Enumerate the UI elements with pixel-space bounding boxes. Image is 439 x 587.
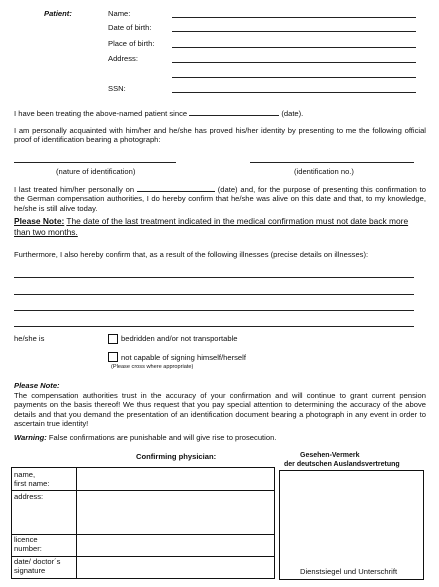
please-note-inline-label: Please Note: <box>14 216 65 226</box>
condition-label: he/she is <box>14 334 45 343</box>
physician-signature-field[interactable] <box>78 557 272 577</box>
note-heading: Please Note: <box>14 381 60 390</box>
address-field-1[interactable] <box>172 62 416 63</box>
treating-since-text <box>14 108 424 118</box>
patient-heading: Patient: <box>44 9 72 18</box>
illness-line-4[interactable] <box>14 326 414 327</box>
address-field-2[interactable] <box>172 77 416 78</box>
physician-licence-field[interactable] <box>78 535 272 555</box>
pob-field[interactable] <box>172 47 416 48</box>
physician-address-field[interactable] <box>78 491 272 533</box>
furthermore-text: Furthermore, I also hereby confirm that, as a result of the following illnesses (precise details on illnesses): <box>14 250 369 259</box>
physician-name-label: name, first name: <box>14 470 50 488</box>
last-treated-prefix: I last treated him/her personally on <box>14 185 135 194</box>
physician-heading: Confirming physician: <box>136 452 217 461</box>
note-body: The compensation authorities trust in the accuracy of your confirmation and will continue to grant current pension payments on the basis thereof! We thus request that you pay special attention to determining the accuracy of the above details and that you demand the presentation of an identification document bearing a photograph in any event in order to ascertain true identity! <box>14 391 426 429</box>
warning-body: False confirmations are punishable and will give rise to prosecution. <box>48 433 277 442</box>
treating-suffix: (date). <box>281 109 304 118</box>
physician-licence-label: licence number: <box>14 535 42 553</box>
address-label: Address: <box>108 54 138 63</box>
id-no-field[interactable] <box>250 162 414 163</box>
ssn-label: SSN: <box>108 84 126 93</box>
dob-field[interactable] <box>172 31 416 32</box>
id-nature-field[interactable] <box>14 162 176 163</box>
ssn-field[interactable] <box>172 92 416 93</box>
embassy-stamp-box[interactable] <box>279 470 424 580</box>
illness-line-3[interactable] <box>14 310 414 311</box>
acquainted-text: I am personally acquainted with him/her and he/she has proved his/her identity by presenting to me the following official proof of identification bearing a photograph: <box>14 126 426 145</box>
treating-since-date-field[interactable] <box>189 108 279 116</box>
please-note-inline <box>14 216 426 237</box>
not-signing-label: not capable of signing himself/herself <box>121 353 246 362</box>
last-treated-date-field[interactable] <box>137 184 215 192</box>
treating-prefix: I have been treating the above-named patient since <box>14 109 188 118</box>
last-treated-suffix: (date) and, for the purpose of presenting this confirmation to the German compensation authorities, I do hereby confirm that he/she was alive on this date and that, to my knowledge, he/she is still alive today. <box>14 185 426 213</box>
please-note-inline-text: The date of the last treatment indicated in the medical confirmation must not date back more than two months. <box>14 216 409 237</box>
id-nature-label: (nature of identification) <box>56 167 136 176</box>
illness-line-2[interactable] <box>14 294 414 295</box>
warning-label: Warning: <box>14 433 47 442</box>
id-no-label: (identification no.) <box>294 167 354 176</box>
physician-signature-label: date/ doctor´s signature <box>14 557 61 575</box>
checkbox-hint: (Please cross where appropriate) <box>111 364 194 370</box>
embassy-heading-2: der deutschen Auslandsvertretung <box>284 461 400 468</box>
last-treated-text <box>14 184 426 213</box>
embassy-footer: Dienstsiegel und Unterschrift <box>300 567 398 576</box>
physician-table <box>11 467 275 579</box>
bedridden-label: bedridden and/or not transportable <box>121 334 238 343</box>
name-label: Name: <box>108 9 131 18</box>
dob-label: Date of birth: <box>108 23 152 32</box>
physician-address-label: address: <box>14 492 44 501</box>
name-field[interactable] <box>172 17 416 18</box>
embassy-heading-1: Gesehen-Vermerk <box>300 452 360 459</box>
physician-name-field[interactable] <box>78 469 272 489</box>
not-signing-checkbox[interactable] <box>108 352 118 362</box>
warning-text <box>14 433 426 442</box>
illness-line-1[interactable] <box>14 277 414 278</box>
pob-label: Place of birth: <box>108 39 155 48</box>
bedridden-checkbox[interactable] <box>108 334 118 344</box>
